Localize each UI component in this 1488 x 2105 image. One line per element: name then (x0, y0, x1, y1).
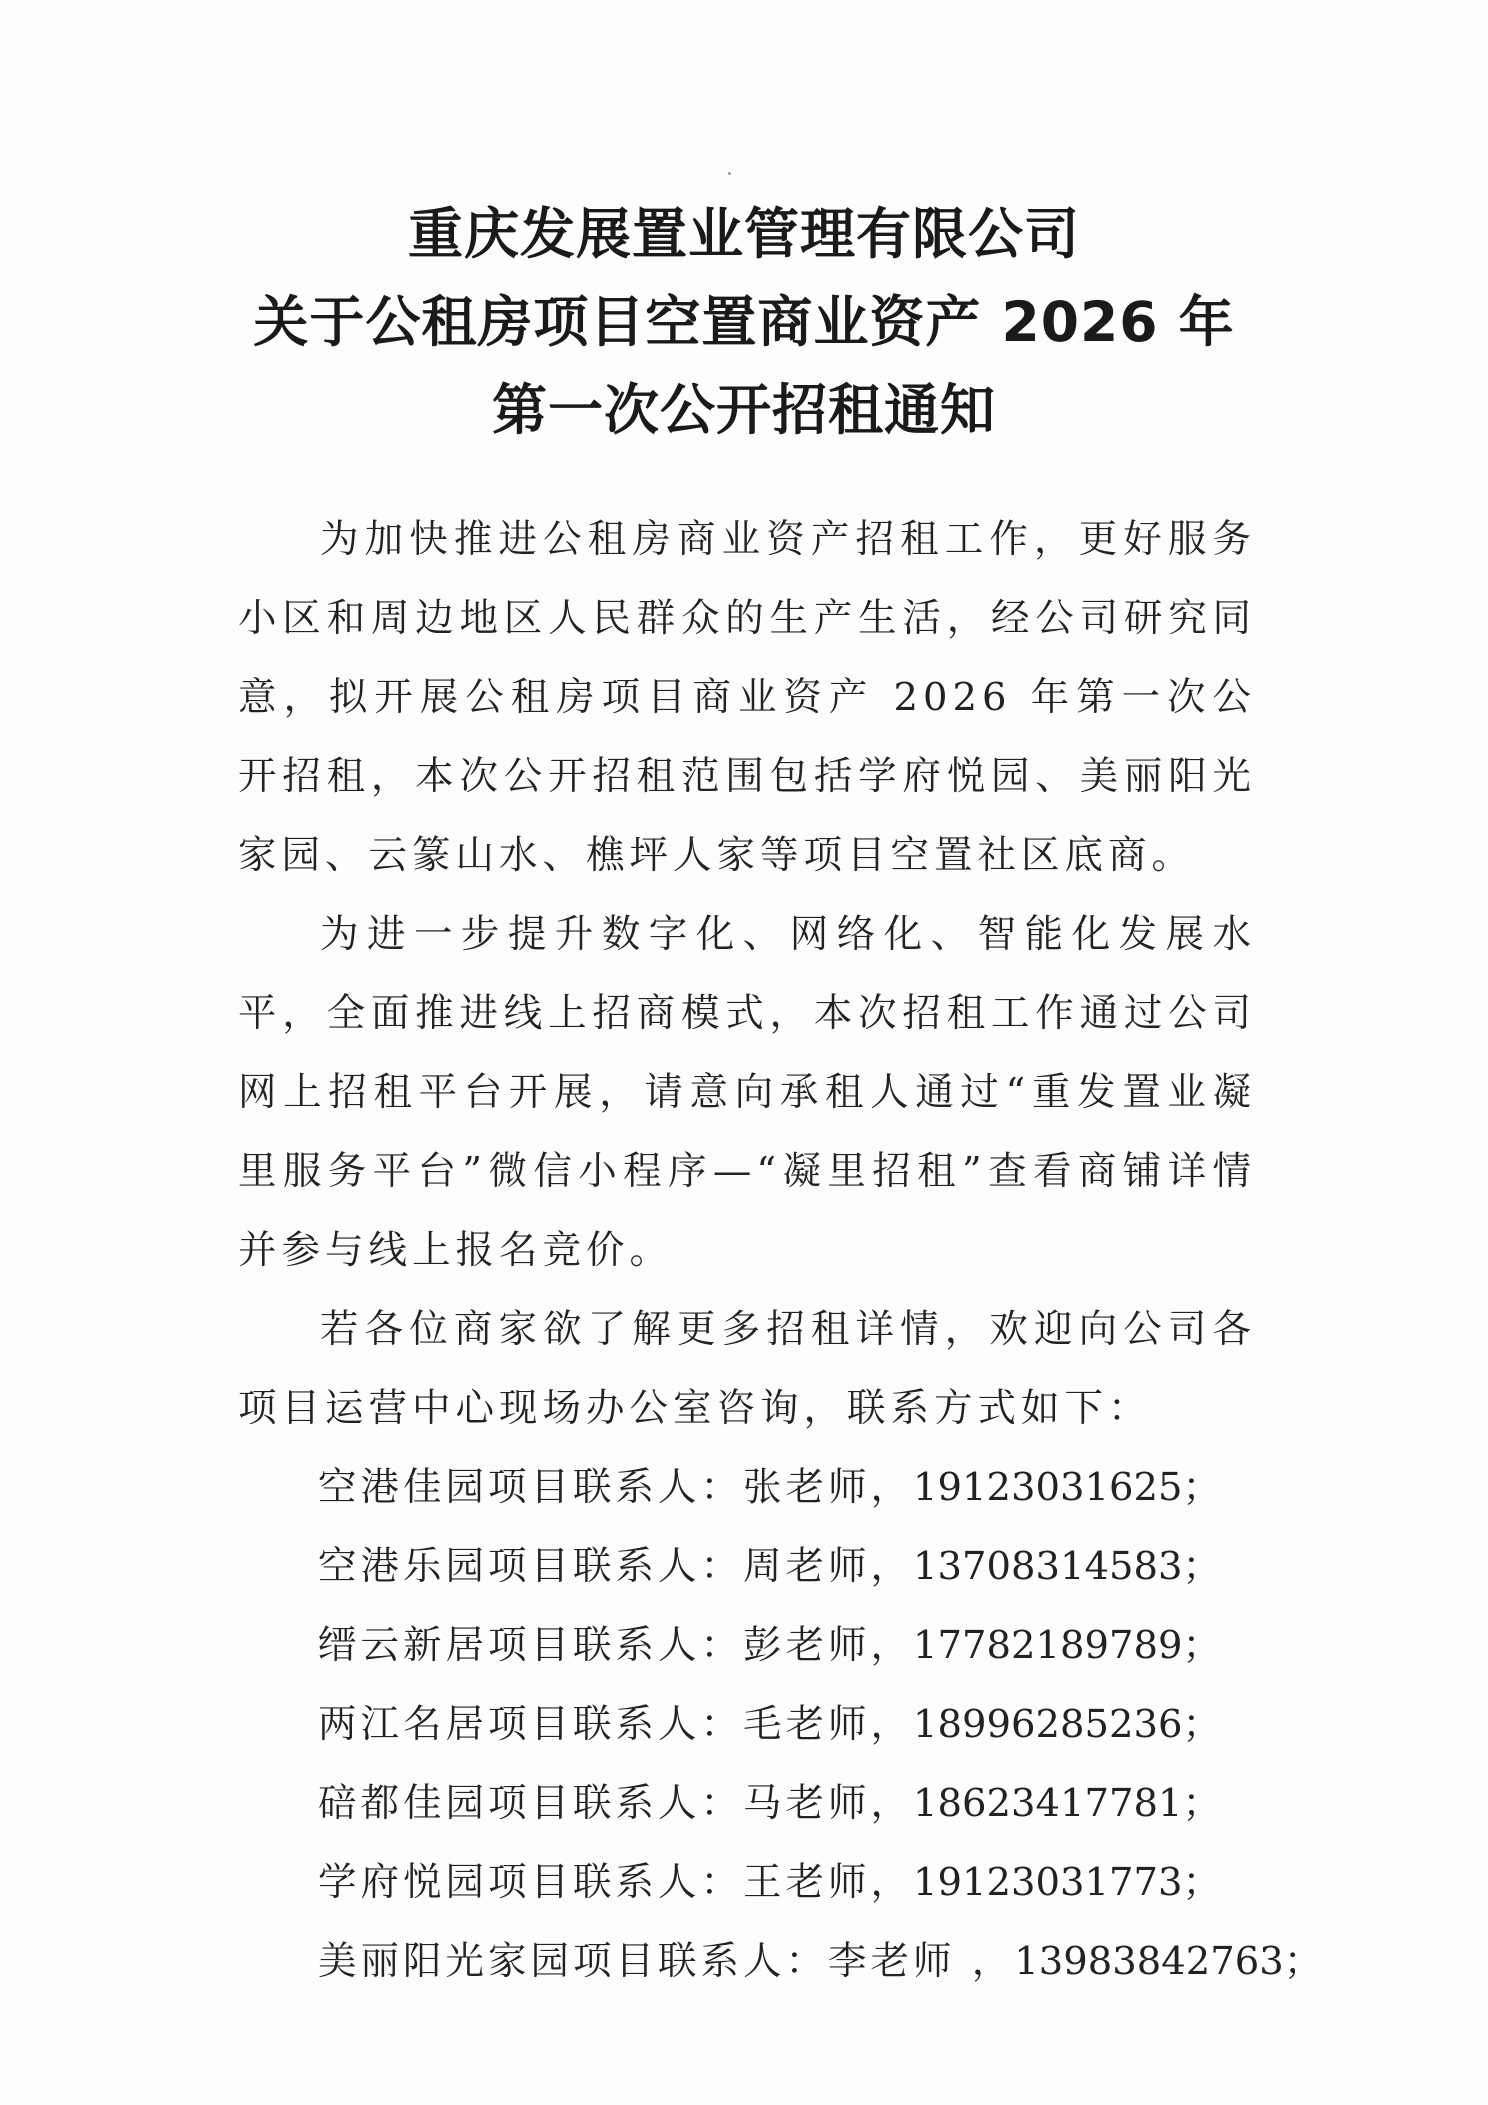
contact-item (238, 1606, 1256, 1685)
contact-phone: 13708314583； (913, 1544, 1221, 1589)
contact-label: 空港乐园项目联系人：周老师， (318, 1544, 914, 1589)
contact-phone: 17782189789； (913, 1623, 1221, 1668)
title-line-company: 重庆发展置业管理有限公司 (407, 202, 1080, 266)
contact-phone: 18623417781； (913, 1781, 1221, 1826)
scan-speck (728, 172, 731, 175)
title-line-subject: 关于公租房项目空置商业资产 2026 年 (253, 290, 1235, 354)
contact-item (238, 1448, 1256, 1527)
document-title (0, 190, 1488, 454)
contact-item (238, 1685, 1256, 1764)
paragraph-online-platform: 为进一步提升数字化、网络化、智能化发展水平，全面推进线上招商模式，本次招租工作通过公司网上招租平台开展，请意向承租人通过“重发置业凝里服务平台”微信小程序—“凝里招租”查看商铺详情并参与线上报名竞价。 (238, 912, 1256, 1273)
contact-phone: 19123031773； (913, 1860, 1221, 1905)
paragraph-intro: 为加快推进公租房商业资产招租工作，更好服务小区和周边地区人民群众的生产生活，经公司研究同意，拟开展公租房项目商业资产 2026 年第一次公开招租，本次公开招租范围包括学府悦园、美丽阳光家园、云篆山水、樵坪人家等项目空置社区底商。 (238, 517, 1256, 878)
paragraph-contact-intro: 若各位商家欲了解更多招租详情，欢迎向公司各项目运营中心现场办公室咨询，联系方式如下： (238, 1307, 1256, 1431)
contact-label: 缙云新居项目联系人：彭老师， (318, 1623, 914, 1668)
document-body (238, 500, 1323, 2001)
contact-item (238, 1843, 1256, 1922)
title-line-notice: 第一次公开招租通知 (491, 378, 996, 442)
contact-label: 两江名居项目联系人：毛老师， (318, 1702, 914, 1747)
contact-phone: 13983842763； (1014, 1939, 1323, 1984)
contact-label: 空港佳园项目联系人：张老师， (318, 1465, 914, 1510)
contact-phone: 18996285236； (913, 1702, 1221, 1747)
contact-label: 美丽阳光家园项目联系人：李老师 ， (318, 1939, 1015, 1984)
contact-item (238, 1764, 1256, 1843)
contact-item (238, 1527, 1256, 1606)
contact-phone: 19123031625； (913, 1465, 1221, 1510)
contact-label: 学府悦园项目联系人：王老师， (318, 1860, 914, 1905)
contact-list (238, 1448, 1323, 2001)
contact-item (238, 1922, 1323, 2001)
contact-label: 碚都佳园项目联系人：马老师， (318, 1781, 914, 1826)
